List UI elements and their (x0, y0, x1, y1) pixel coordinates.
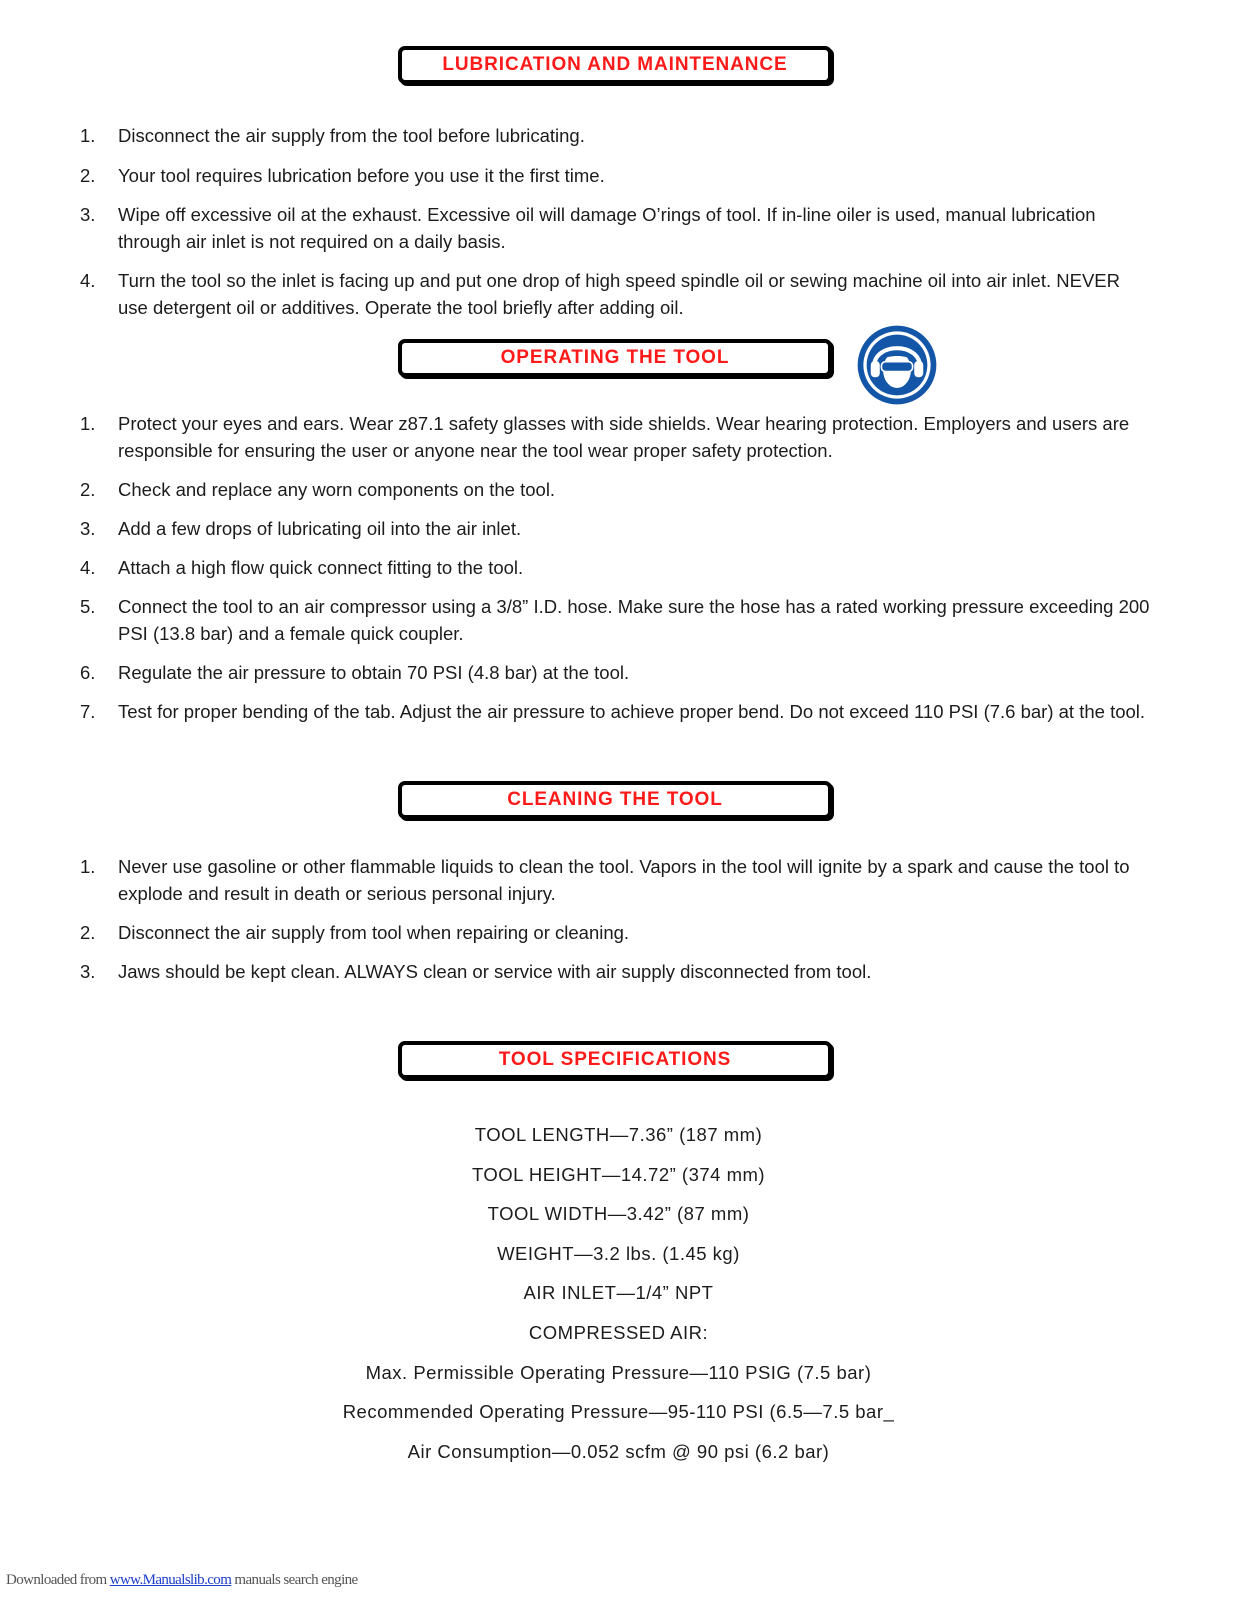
footer-prefix: Downloaded from (6, 1572, 110, 1588)
list-item: 4. Attach a high flow quick connect fitting to the tool. (80, 557, 524, 578)
safety-goggles-ear-protection-icon (856, 324, 938, 406)
footer-suffix: manuals search engine (231, 1572, 358, 1588)
manualslib-link[interactable]: www.Manualslib.com (109, 1572, 232, 1588)
cleaning-list (80, 853, 1152, 985)
list-item: 1. Disconnect the air supply from the tool before lubricating. (80, 125, 585, 146)
specifications-heading-box (398, 1041, 832, 1079)
spec-line: WEIGHT—3.2 lbs. (1.45 kg) (497, 1242, 740, 1264)
operating-heading-box (398, 339, 832, 377)
operating-list (80, 410, 1152, 725)
list-item: 2. Check and replace any worn components on the tool. (80, 479, 556, 500)
list-item: 1. Protect your eyes and ears. Wear z87.1 safety glasses with side shields. Wear hearing protection. Employers and users are responsible for ensuring the user or anyone near the tool wear proper safety protection. (80, 413, 1130, 461)
list-item: 5. Connect the tool to an air compressor using a 3/8” I.D. hose. Make sure the hose has a rated working pressure exceeding 200 PSI (13.8 bar) and a female quick coupler. (80, 596, 1150, 644)
list-item: 3. Add a few drops of lubricating oil into the air inlet. (80, 518, 522, 539)
cleaning-heading-box (398, 781, 832, 819)
cleaning-heading: CLEANING THE TOOL (507, 789, 723, 810)
specifications-list (0, 1121, 1237, 1477)
spec-line: COMPRESSED AIR: (528, 1321, 709, 1343)
spec-line: TOOL LENGTH—7.36” (187 mm) (474, 1124, 763, 1145)
spec-line: AIR INLET—1/4” NPT (523, 1282, 714, 1304)
spec-line: TOOL WIDTH—3.42” (87 mm) (487, 1203, 750, 1225)
list-item: 2. Your tool requires lubrication before you use it the first time. (80, 165, 605, 186)
list-item: 4. Turn the tool so the inlet is facing up and put one drop of high speed spindle oil or sewing machine oil into air inlet. NEVER use detergent oil or additives. Operate the tool briefly after adding oil. (80, 270, 1120, 318)
list-item: 6. Regulate the air pressure to obtain 70 PSI (4.8 bar) at the tool. (80, 662, 630, 683)
list-item: 2. Disconnect the air supply from tool when repairing or cleaning. (80, 922, 630, 943)
list-item: 7. Test for proper bending of the tab. Adjust the air pressure to achieve proper bend. Do not exceed 110 PSI (7.6 bar) at the tool. (80, 701, 1146, 722)
list-item: 3. Jaws should be kept clean. ALWAYS clean or service with air supply disconnected from tool. (80, 961, 872, 982)
operating-heading: OPERATING THE TOOL (500, 347, 730, 368)
lubrication-heading: LUBRICATION AND MAINTENANCE (442, 54, 788, 75)
spec-line: Air Consumption—0.052 scfm @ 90 psi (6.2 bar) (407, 1440, 830, 1462)
specifications-heading: TOOL SPECIFICATIONS (498, 1049, 732, 1070)
lubrication-heading-box (398, 46, 832, 84)
download-footer (6, 1572, 358, 1589)
spec-line: Recommended Operating Pressure—95-110 PSI (6.5—7.5 bar_ (342, 1401, 895, 1423)
list-item: 1. Never use gasoline or other flammable liquids to clean the tool. Vapors in the tool will ignite by a spark and cause the tool to explode and result in death or serious personal injury. (80, 856, 1130, 904)
lubrication-list (80, 122, 1152, 321)
spec-line: TOOL HEIGHT—14.72” (374 mm) (471, 1163, 766, 1185)
list-item: 3. Wipe off excessive oil at the exhaust. Excessive oil will damage O’rings of tool. If in-line oiler is used, manual lubrication through air inlet is not required on a daily basis. (80, 204, 1096, 252)
spec-line: Max. Permissible Operating Pressure—110 PSIG (7.5 bar) (365, 1361, 872, 1383)
